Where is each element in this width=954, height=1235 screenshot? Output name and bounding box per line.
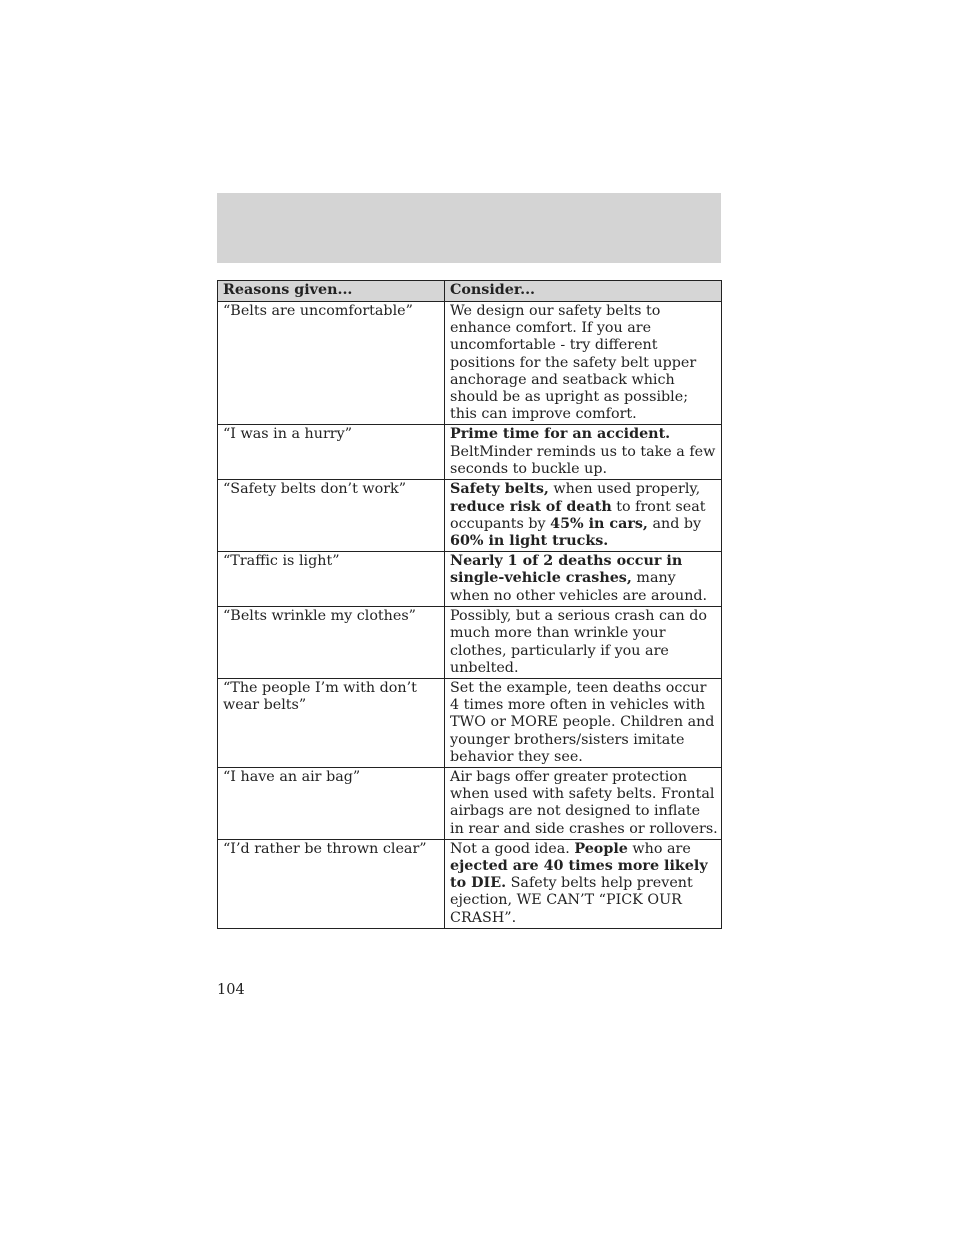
consider-cell <box>445 480 722 552</box>
consider-text: We design our safety belts to enhance comfort. If you are uncomfortable - try different positions for the safety belt upper anchorage and seatback which should be as upright as possible; this can improve comfort. <box>450 303 697 423</box>
table-body <box>218 302 722 929</box>
header-consider: Consider... <box>445 281 722 302</box>
reason-cell: “Belts wrinkle my clothes” <box>218 607 445 679</box>
reason-cell: “Traffic is light” <box>218 552 445 607</box>
consider-bold-text: ejected are 40 times more likely to DIE. <box>450 858 708 892</box>
reason-cell: “I was in a hurry” <box>218 425 445 480</box>
table-row <box>218 679 722 768</box>
consider-text: Possibly, but a serious crash can do much more than wrinkle your clothes, particularly if you are unbelted. <box>450 608 708 676</box>
reason-cell: “I’d rather be thrown clear” <box>218 839 445 928</box>
table-header-row <box>218 281 722 302</box>
table-row <box>218 425 722 480</box>
consider-text: Not a good idea. <box>450 840 575 857</box>
consider-bold-text: 45% in cars, <box>550 515 648 532</box>
consider-cell <box>445 302 722 425</box>
reason-cell: “The people I’m with don’t wear belts” <box>218 679 445 768</box>
consider-cell <box>445 607 722 679</box>
consider-text: Air bags offer greater protection when used with safety belts. Frontal airbags are not designed to inflate in rear and side crashes or rollovers. <box>450 769 718 837</box>
consider-text: many when no other vehicles are around. <box>450 570 708 604</box>
consider-cell <box>445 679 722 768</box>
consider-text: when used properly, <box>548 481 701 498</box>
table-row <box>218 552 722 607</box>
consider-cell <box>445 839 722 928</box>
consider-bold-text: Safety belts, <box>450 481 549 498</box>
consider-text: BeltMinder reminds us to take a few seconds to buckle up. <box>450 443 716 477</box>
table-row <box>218 839 722 928</box>
header-reasons-given: Reasons given... <box>218 281 445 302</box>
consider-text: Safety belts help prevent ejection, WE CAN’T “PICK OUR CRASH”. <box>450 875 693 926</box>
table-row <box>218 302 722 425</box>
reason-cell: “Belts are uncomfortable” <box>218 302 445 425</box>
consider-cell <box>445 768 722 840</box>
consider-bold-text: 60% in light trucks. <box>450 533 609 550</box>
table-row <box>218 768 722 840</box>
consider-cell <box>445 552 722 607</box>
consider-bold-text: Nearly 1 of 2 deaths occur in single-vehicle crashes, <box>450 553 683 587</box>
consider-bold-text: People <box>574 840 628 857</box>
consider-text: Set the example, teen deaths occur 4 times more often in vehicles with TWO or MORE people. Children and younger brothers/sisters imitate behavior they see. <box>450 680 715 765</box>
consider-text: and by <box>647 515 702 532</box>
table-row <box>218 480 722 552</box>
consider-text: who are <box>627 840 691 857</box>
table-row <box>218 607 722 679</box>
consider-bold-text: reduce risk of death <box>450 498 612 515</box>
reason-cell: “I have an air bag” <box>218 768 445 840</box>
seatbelt-reasons-table <box>217 280 722 929</box>
reason-cell: “Safety belts don’t work” <box>218 480 445 552</box>
page-number: 104 <box>217 982 245 998</box>
consider-bold-text: Prime time for an accident. <box>450 426 671 443</box>
consider-cell <box>445 425 722 480</box>
section-header-band <box>217 193 721 263</box>
consider-text: to front seat occupants by <box>450 498 706 532</box>
